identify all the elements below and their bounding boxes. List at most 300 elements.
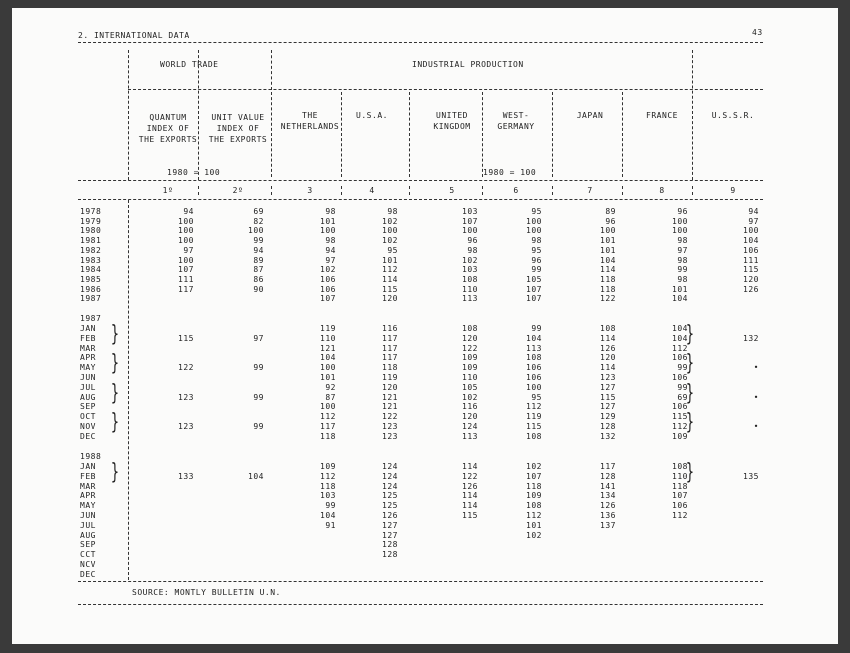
cell-value: 94: [183, 207, 194, 216]
column-header-7: JAPAN: [576, 111, 604, 120]
group-industrial-production: INDUSTRIAL PRODUCTION: [412, 60, 524, 69]
column-separator: [409, 92, 410, 177]
cell-value: 108: [600, 324, 616, 333]
cell-value: 112: [320, 412, 336, 422]
cell-value: 107: [526, 471, 542, 481]
bracket-icon: }: [685, 322, 695, 347]
cell-value: 120: [462, 333, 478, 343]
cell-value: 98: [467, 245, 478, 255]
bracket-icon: }: [110, 381, 120, 406]
cell-value: 82: [253, 216, 264, 226]
cell-value: 100: [320, 226, 336, 236]
cell-value: 117: [600, 462, 616, 471]
cell-value: 109: [320, 462, 336, 471]
cell-value: 108: [526, 353, 542, 363]
cell-value: •: [753, 422, 759, 431]
cell-value: 100: [320, 363, 336, 373]
cell-value: 101: [600, 245, 616, 255]
cell-value: 100: [178, 216, 194, 226]
cell-value: 99: [677, 363, 688, 373]
cell-value: 107: [178, 265, 194, 275]
cell-value: 111: [743, 255, 759, 265]
cell-value: 115: [462, 511, 478, 520]
cell-value: 87: [325, 392, 336, 402]
column-separator: [552, 92, 553, 177]
column-number-5: 5: [449, 186, 455, 195]
cell-value: 115: [743, 265, 759, 275]
year-label: 1987: [80, 314, 102, 323]
cell-value: 87: [253, 265, 264, 275]
cell-value: 126: [462, 481, 478, 491]
cell-value: 114: [600, 265, 616, 275]
cell-value: 110: [672, 471, 688, 481]
column-separator: [622, 92, 623, 177]
row-label: MAY: [80, 363, 96, 373]
bracket-icon: }: [110, 410, 120, 435]
cell-value: 100: [178, 255, 194, 265]
cell-value: 112: [672, 422, 688, 431]
cell-value: 99: [253, 422, 264, 431]
cell-value: 106: [526, 373, 542, 382]
cell-value: 69: [677, 392, 688, 402]
cell-value: 118: [320, 481, 336, 491]
divider: [78, 180, 763, 181]
cell-value: 129: [600, 412, 616, 422]
row-label: 1986: [80, 284, 102, 294]
cell-value: 104: [248, 471, 264, 481]
bracket-icon: }: [110, 351, 120, 376]
cell-value: 102: [382, 216, 398, 226]
column-separator: [128, 50, 129, 180]
cell-value: 95: [387, 245, 398, 255]
row-label: FEB: [80, 471, 96, 481]
cell-value: 112: [672, 343, 688, 353]
cell-value: 101: [320, 373, 336, 382]
column-separator: [128, 200, 129, 580]
cell-value: 118: [600, 284, 616, 294]
row-label: SEP: [80, 402, 96, 412]
cell-value: 124: [382, 481, 398, 491]
column-header-3: THE NETHERLANDS: [280, 111, 340, 131]
cell-value: 98: [677, 255, 688, 265]
base-year-left: 1980 = 100: [167, 168, 221, 177]
cell-value: 103: [462, 265, 478, 275]
cell-value: 114: [382, 274, 398, 284]
cell-value: 114: [600, 333, 616, 343]
cell-value: 105: [462, 382, 478, 392]
cell-value: 136: [600, 511, 616, 520]
row-label: 1978: [80, 207, 102, 216]
year-label: 1988: [80, 452, 102, 461]
cell-value: 110: [320, 333, 336, 343]
row-label: SEP: [80, 540, 96, 550]
cell-value: 98: [387, 207, 398, 216]
cell-value: 92: [325, 382, 336, 392]
page-number: 43: [752, 28, 763, 37]
cell-value: 99: [677, 382, 688, 392]
cell-value: 114: [462, 491, 478, 501]
cell-value: 117: [382, 343, 398, 353]
cell-value: 109: [672, 431, 688, 441]
column-number-4: 4: [369, 186, 375, 195]
cell-value: 134: [600, 491, 616, 501]
column-number-2: 2º: [232, 186, 244, 195]
base-year-right: 1980 = 100: [483, 168, 537, 177]
row-label: AUG: [80, 530, 96, 540]
cell-value: 89: [253, 255, 264, 265]
column-header-5: UNITED KINGDOM: [433, 111, 471, 131]
cell-value: 97: [748, 216, 759, 226]
cell-value: 104: [600, 255, 616, 265]
cell-value: 122: [382, 412, 398, 422]
divider: [78, 604, 763, 605]
cell-value: 102: [320, 265, 336, 275]
cell-value: 98: [677, 274, 688, 284]
cell-value: 111: [178, 274, 194, 284]
cell-value: 123: [382, 431, 398, 441]
row-label: OCT: [80, 412, 96, 422]
cell-value: 120: [743, 274, 759, 284]
cell-value: 100: [526, 216, 542, 226]
cell-value: 100: [320, 402, 336, 412]
cell-value: 90: [253, 284, 264, 294]
column-separator: [552, 186, 553, 195]
cell-value: 108: [462, 324, 478, 333]
cell-value: 128: [382, 540, 398, 550]
cell-value: 108: [526, 431, 542, 441]
cell-value: 121: [320, 343, 336, 353]
cell-value: 96: [677, 207, 688, 216]
cell-value: 118: [382, 363, 398, 373]
cell-value: 102: [462, 392, 478, 402]
cell-value: 101: [600, 236, 616, 246]
cell-value: 98: [531, 236, 542, 246]
cell-value: 114: [462, 501, 478, 511]
cell-value: 123: [600, 373, 616, 382]
cell-value: 104: [526, 333, 542, 343]
cell-value: 122: [600, 294, 616, 304]
column-header-6: WEST- GERMANY: [497, 111, 535, 131]
cell-value: 100: [248, 226, 264, 236]
column-header-4: U.S.A.: [356, 111, 388, 120]
cell-value: 99: [253, 392, 264, 402]
cell-value: 96: [467, 236, 478, 246]
cell-value: 125: [382, 501, 398, 511]
cell-value: 117: [320, 422, 336, 431]
column-number-3: 3: [307, 186, 313, 195]
cell-value: 120: [382, 382, 398, 392]
cell-value: 115: [672, 412, 688, 422]
cell-value: 120: [600, 353, 616, 363]
row-label: APR: [80, 491, 96, 501]
cell-value: 126: [600, 501, 616, 511]
cell-value: 126: [743, 284, 759, 294]
cell-value: 112: [526, 402, 542, 412]
cell-value: 102: [526, 462, 542, 471]
cell-value: 97: [253, 333, 264, 343]
cell-value: 98: [677, 236, 688, 246]
cell-value: 107: [526, 294, 542, 304]
cell-value: 103: [462, 207, 478, 216]
cell-value: 104: [672, 333, 688, 343]
cell-value: 112: [672, 511, 688, 520]
cell-value: 127: [382, 520, 398, 530]
cell-value: 110: [462, 373, 478, 382]
row-label: DEC: [80, 431, 96, 441]
cell-value: 69: [253, 207, 264, 216]
cell-value: 124: [382, 462, 398, 471]
row-label: 1980: [80, 226, 102, 236]
cell-value: 106: [672, 501, 688, 511]
cell-value: 97: [183, 245, 194, 255]
cell-value: 106: [672, 373, 688, 382]
divider: [78, 581, 763, 582]
section-title: 2. INTERNATIONAL DATA: [78, 31, 190, 40]
cell-value: 94: [253, 245, 264, 255]
row-label: 1981: [80, 236, 102, 246]
divider: [128, 89, 763, 90]
cell-value: 89: [605, 207, 616, 216]
column-number-8: 8: [659, 186, 665, 195]
cell-value: 119: [382, 373, 398, 382]
cell-value: 114: [462, 462, 478, 471]
cell-value: 123: [178, 392, 194, 402]
row-label: MAR: [80, 481, 96, 491]
cell-value: 127: [600, 382, 616, 392]
bracket-icon: }: [685, 381, 695, 406]
row-label: 1984: [80, 265, 102, 275]
cell-value: 117: [382, 353, 398, 363]
cell-value: 105: [526, 274, 542, 284]
cell-value: 99: [253, 236, 264, 246]
column-header-1: QUANTUM INDEX OF THE EXPORTS: [138, 113, 198, 144]
cell-value: 128: [600, 471, 616, 481]
cell-value: 98: [325, 207, 336, 216]
row-label: APR: [80, 353, 96, 363]
cell-value: 137: [600, 520, 616, 530]
cell-value: 99: [325, 501, 336, 511]
column-number-7: 7: [587, 186, 593, 195]
cell-value: 110: [462, 284, 478, 294]
cell-value: 108: [526, 501, 542, 511]
cell-value: 98: [325, 236, 336, 246]
group-world-trade: WORLD TRADE: [160, 60, 219, 69]
row-label: JAN: [80, 462, 96, 471]
row-label: JAN: [80, 324, 96, 333]
column-header-8: FRANCE: [646, 111, 678, 120]
cell-value: 104: [320, 511, 336, 520]
row-label: CCT: [80, 550, 96, 560]
cell-value: 128: [600, 422, 616, 431]
cell-value: 102: [462, 255, 478, 265]
cell-value: 97: [325, 255, 336, 265]
column-header-9: U.S.S.R.: [711, 111, 755, 120]
cell-value: 127: [600, 402, 616, 412]
cell-value: 99: [253, 363, 264, 373]
cell-value: 101: [672, 284, 688, 294]
cell-value: 123: [382, 422, 398, 431]
cell-value: 112: [526, 511, 542, 520]
bracket-icon: }: [685, 351, 695, 376]
cell-value: 113: [462, 294, 478, 304]
cell-value: 116: [382, 324, 398, 333]
bracket-icon: }: [110, 322, 120, 347]
cell-value: 94: [325, 245, 336, 255]
cell-value: 122: [462, 471, 478, 481]
cell-value: 106: [672, 402, 688, 412]
divider: [78, 199, 763, 200]
cell-value: 102: [382, 236, 398, 246]
column-separator: [271, 186, 272, 195]
cell-value: 86: [253, 274, 264, 284]
cell-value: 100: [526, 382, 542, 392]
cell-value: 109: [462, 353, 478, 363]
cell-value: 118: [320, 431, 336, 441]
row-label: 1982: [80, 245, 102, 255]
cell-value: 95: [531, 245, 542, 255]
cell-value: 114: [600, 363, 616, 373]
column-separator: [341, 186, 342, 195]
divider: [78, 42, 763, 43]
document-page: [12, 8, 838, 644]
cell-value: 95: [531, 207, 542, 216]
cell-value: 117: [178, 284, 194, 294]
bracket-icon: }: [685, 410, 695, 435]
cell-value: 96: [605, 216, 616, 226]
cell-value: 118: [526, 481, 542, 491]
cell-value: 115: [526, 422, 542, 431]
cell-value: 109: [462, 363, 478, 373]
cell-value: 100: [178, 236, 194, 246]
cell-value: 124: [382, 471, 398, 481]
source-note: SOURCE: MONTLY BULLETIN U.N.: [132, 588, 281, 597]
column-separator: [271, 50, 272, 90]
cell-value: 112: [382, 265, 398, 275]
cell-value: 106: [672, 353, 688, 363]
cell-value: 106: [743, 245, 759, 255]
cell-value: 101: [320, 216, 336, 226]
column-separator: [409, 186, 410, 195]
row-label: 1983: [80, 255, 102, 265]
row-label: 1987: [80, 294, 102, 304]
cell-value: 103: [320, 491, 336, 501]
cell-value: 97: [677, 245, 688, 255]
cell-value: 125: [382, 491, 398, 501]
bracket-icon: }: [110, 460, 120, 485]
cell-value: 115: [382, 284, 398, 294]
cell-value: 107: [462, 216, 478, 226]
cell-value: 126: [382, 511, 398, 520]
cell-value: 104: [672, 294, 688, 304]
cell-value: 132: [743, 333, 759, 343]
cell-value: 121: [382, 402, 398, 412]
cell-value: 122: [178, 363, 194, 373]
cell-value: 99: [531, 265, 542, 275]
cell-value: 120: [462, 412, 478, 422]
cell-value: 99: [677, 265, 688, 275]
cell-value: 101: [526, 520, 542, 530]
cell-value: 119: [526, 412, 542, 422]
cell-value: 107: [672, 491, 688, 501]
cell-value: 115: [600, 392, 616, 402]
cell-value: 119: [320, 324, 336, 333]
row-label: AUG: [80, 392, 96, 402]
bracket-icon: }: [685, 460, 695, 485]
row-label: MAY: [80, 501, 96, 511]
cell-value: 112: [320, 471, 336, 481]
cell-value: 100: [382, 226, 398, 236]
cell-value: 122: [462, 343, 478, 353]
cell-value: 117: [382, 333, 398, 343]
column-number-9: 9: [730, 186, 736, 195]
row-label: NCV: [80, 560, 96, 569]
column-separator: [622, 186, 623, 195]
cell-value: 108: [672, 462, 688, 471]
cell-value: 100: [600, 226, 616, 236]
row-label: JUL: [80, 382, 96, 392]
cell-value: 100: [672, 226, 688, 236]
cell-value: 120: [382, 294, 398, 304]
cell-value: 106: [526, 363, 542, 373]
cell-value: 133: [178, 471, 194, 481]
row-label: 1985: [80, 274, 102, 284]
row-label: JUL: [80, 520, 96, 530]
cell-value: 106: [320, 284, 336, 294]
cell-value: 91: [325, 520, 336, 530]
cell-value: 99: [531, 324, 542, 333]
cell-value: 100: [672, 216, 688, 226]
column-number-1: 1º: [162, 186, 174, 195]
cell-value: 141: [600, 481, 616, 491]
row-label: JUN: [80, 373, 96, 382]
row-label: NOV: [80, 422, 96, 431]
cell-value: 123: [178, 422, 194, 431]
cell-value: 104: [320, 353, 336, 363]
row-label: DEC: [80, 569, 96, 579]
cell-value: 101: [382, 255, 398, 265]
column-separator: [482, 186, 483, 195]
cell-value: 118: [672, 481, 688, 491]
cell-value: 104: [672, 324, 688, 333]
column-separator: [198, 186, 199, 195]
cell-value: 113: [462, 431, 478, 441]
cell-value: 95: [531, 392, 542, 402]
column-header-2: UNIT VALUE INDEX OF THE EXPORTS: [208, 113, 268, 144]
cell-value: 100: [178, 226, 194, 236]
column-separator: [692, 186, 693, 195]
cell-value: 124: [462, 422, 478, 431]
cell-value: 121: [382, 392, 398, 402]
cell-value: 109: [526, 491, 542, 501]
cell-value: 104: [743, 236, 759, 246]
column-number-6: 6: [513, 186, 519, 195]
cell-value: 108: [462, 274, 478, 284]
cell-value: 118: [600, 274, 616, 284]
cell-value: •: [753, 392, 759, 402]
cell-value: 107: [320, 294, 336, 304]
cell-value: 132: [600, 431, 616, 441]
row-label: 1979: [80, 216, 102, 226]
cell-value: 100: [743, 226, 759, 236]
cell-value: 127: [382, 530, 398, 540]
cell-value: 96: [531, 255, 542, 265]
cell-value: 106: [320, 274, 336, 284]
column-separator: [341, 92, 342, 177]
cell-value: 94: [748, 207, 759, 216]
cell-value: 100: [462, 226, 478, 236]
cell-value: 115: [178, 333, 194, 343]
row-label: MAR: [80, 343, 96, 353]
